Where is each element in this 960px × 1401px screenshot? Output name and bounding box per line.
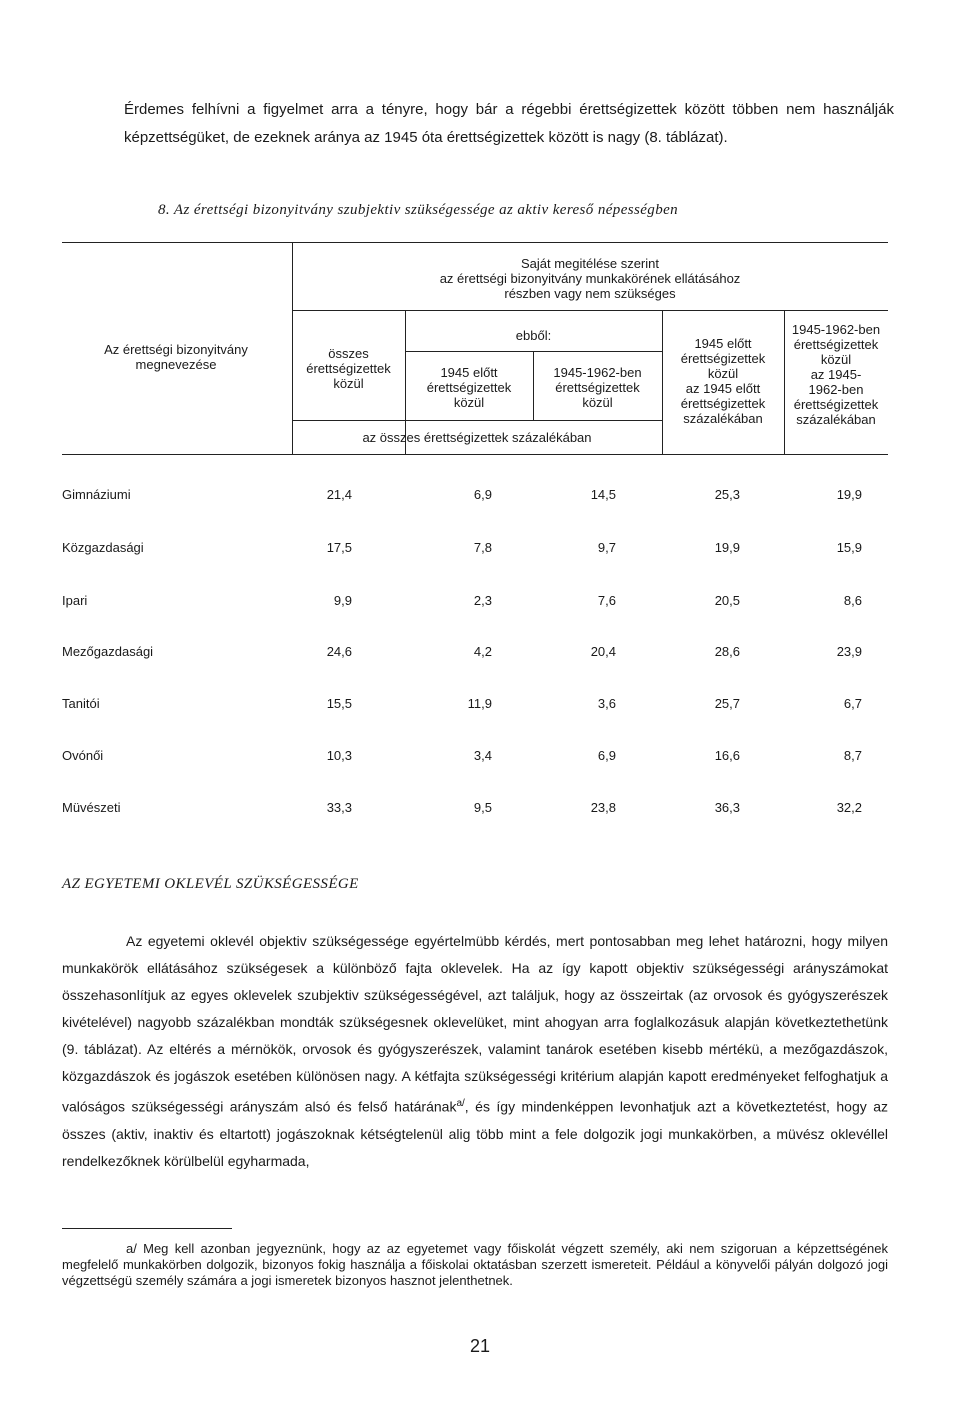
table-header-bottom-rule (62, 454, 888, 455)
cell-before-1945: 11,9 (467, 696, 492, 711)
cell-before-1945: 6,9 (473, 487, 492, 502)
body-paragraph (62, 928, 888, 1175)
cell-all: 9,9 (333, 593, 352, 608)
footnote-marker: a/ (456, 1098, 465, 1109)
header-all-line: érettségizettek (306, 361, 391, 376)
header-col5-line: 1962-ben (808, 382, 864, 397)
row-label: Ipari (62, 593, 88, 608)
header-1945-1962-line: 1945-1962-ben (553, 365, 642, 380)
header-before-1945-line: közül (453, 395, 485, 410)
cell-1945-1962: 20,4 (590, 644, 616, 659)
body-text-part1: Az egyetemi oklevél objektiv szükségessége egyértelmübb kérdés, mert pontosabban meg lehet határozni, hogy milyen munkakörök ellátásához szükségesek a különböző fajta oklevelek. Ha az így kapott objektiv szükségességi arányszámokat összehasonlítjuk az egyes oklevelek szubjektiv szükségességével, azt találjuk, hogy az összeirtak (az orvosok és gyógyszerészek kivételével) nagyobb százalékban mondták szükségesnek oklevelüket, mint ahogyan arra foglalkozásuk alapján következtethetünk (9. táblázat). Az eltérés a mérnökök, orvosok és gyógyszerészek, valamint tanárok esetében kisebb mértékü, a mezőgazdászok, közgazdászok és jogászok esetében különösen nagy. A kétfajta szükségességi kritérium alapján kapott eredményeket felfoghatjuk a valóságos szükségességi arányszám alsó és felső határának (62, 933, 888, 1115)
page-number: 21 (469, 1336, 491, 1356)
header-pct-all: az összes érettségizettek százalékában (362, 430, 592, 445)
cell-before-1945: 7,8 (473, 540, 492, 555)
header-col5 (784, 322, 888, 427)
header-col4 (662, 336, 784, 426)
header-col4-line: érettségizettek (680, 351, 766, 366)
footnote-rule (62, 1228, 232, 1229)
cell-before-1945: 3,4 (473, 748, 492, 763)
table-pct-rule (292, 420, 662, 421)
cell-col5: 32,2 (836, 800, 862, 815)
header-col5-line: érettségizettek (793, 397, 879, 412)
cell-1945-1962: 23,8 (590, 800, 616, 815)
intro-paragraph: Érdemes felhívni a figyelmet arra a tényre, hogy bár a régebbi érettségizettek között többen nem használják képzettségüket, de ezeknek aránya az 1945 óta érettségizettek között is nagy (8. táblázat). (124, 101, 894, 146)
cell-col4: 25,7 (714, 696, 740, 711)
header-group-line: az érettségi bizonyitvány munkakörének ellátásához (439, 271, 741, 286)
cell-col4: 19,9 (714, 540, 740, 555)
header-group-line: Saját megitélése szerint (520, 256, 659, 271)
table-title: 8. Az érettségi bizonyitvány szubjektiv szükségessége az aktiv kereső népességben (158, 202, 679, 218)
header-col5-line: közül (820, 352, 852, 367)
header-all (292, 346, 405, 391)
cell-col5: 8,7 (843, 748, 862, 763)
header-row-label-line: Az érettségi bizonyitvány (104, 342, 248, 357)
cell-col4: 28,6 (714, 644, 740, 659)
header-col5-line: százalékában (796, 412, 876, 427)
header-col5-line: az 1945- (810, 367, 862, 382)
footnote: a/ Meg kell azonban jegyeznünk, hogy az az egyetemet vagy főiskolát végzett személy, aki nem szigoruan a képzettségének megfelelő munkakörben dolgozik, bizonyos fokig használja a főiskolai oktatásban szerzett ismereteit. Például a könyvelői pályán dolgozó jogi végzettségü személy számára a jogi ismeretek bizonyos hasznot jelenthetnek. (62, 1241, 888, 1288)
cell-col5: 6,7 (843, 696, 862, 711)
header-1945-1962-line: közül (582, 395, 613, 410)
cell-col4: 16,6 (714, 748, 740, 763)
header-before-1945 (405, 365, 533, 410)
header-all-line: közül (333, 376, 364, 391)
header-col4-line: közül (707, 366, 739, 381)
section-title: AZ EGYETEMI OKLEVÉL SZÜKSÉGESSÉGE (62, 876, 359, 892)
header-row-label-line: megnevezése (135, 357, 217, 372)
cell-col5: 23,9 (836, 644, 862, 659)
header-group-line: részben vagy nem szükséges (504, 286, 676, 301)
cell-before-1945: 9,5 (473, 800, 492, 815)
cell-col5: 8,6 (843, 593, 862, 608)
header-1945-1962 (533, 365, 662, 410)
cell-1945-1962: 3,6 (597, 696, 616, 711)
row-label: Közgazdasági (62, 540, 144, 555)
cell-all: 33,3 (326, 800, 352, 815)
cell-col4: 36,3 (714, 800, 740, 815)
header-col4-line: az 1945 előtt (685, 381, 761, 396)
cell-before-1945: 4,2 (473, 644, 492, 659)
cell-all: 24,6 (326, 644, 352, 659)
table-group-rule (292, 310, 888, 311)
header-before-1945-line: érettségizettek (426, 380, 512, 395)
cell-1945-1962: 9,7 (597, 540, 616, 555)
header-all-line: összes (328, 346, 369, 361)
cell-1945-1962: 6,9 (597, 748, 616, 763)
header-col5-line: érettségizettek (793, 337, 879, 352)
header-ebbol: ebből: (515, 328, 552, 343)
header-col4-line: százalékában (683, 411, 763, 426)
cell-all: 15,5 (326, 696, 352, 711)
header-col5-line: 1945-1962-ben (791, 322, 881, 337)
cell-all: 17,5 (326, 540, 352, 555)
row-label: Gimnáziumi (62, 487, 131, 502)
cell-all: 10,3 (326, 748, 352, 763)
cell-col4: 25,3 (714, 487, 740, 502)
header-col4-line: 1945 előtt (694, 336, 752, 351)
row-label: Tanitói (62, 696, 100, 711)
header-1945-1962-line: érettségizettek (555, 380, 640, 395)
cell-before-1945: 2,3 (473, 593, 492, 608)
cell-1945-1962: 14,5 (590, 487, 616, 502)
header-col4-line: érettségizettek (680, 396, 766, 411)
row-label: Ovónői (62, 748, 104, 763)
header-group (292, 256, 888, 301)
header-row-label (62, 342, 290, 372)
cell-col5: 19,9 (836, 487, 862, 502)
cell-all: 21,4 (326, 487, 352, 502)
header-before-1945-line: 1945 előtt (440, 365, 498, 380)
row-label: Müvészeti (62, 800, 121, 815)
cell-col5: 15,9 (836, 540, 862, 555)
body-text-part2: , és így mindenképpen levonhatjuk azt a következtetést, hogy az összes (aktiv, inaktiv és eltartott) jogászoknak kétségtelenül alig több mint a fele dolgozik jogi munkakörben, a müvész oklevéllel rendelkezőknek körülbelül egyharmada, (62, 1098, 888, 1169)
row-label: Mezőgazdasági (62, 644, 154, 659)
cell-1945-1962: 7,6 (597, 593, 616, 608)
table-top-rule (62, 242, 888, 243)
cell-col4: 20,5 (714, 593, 740, 608)
